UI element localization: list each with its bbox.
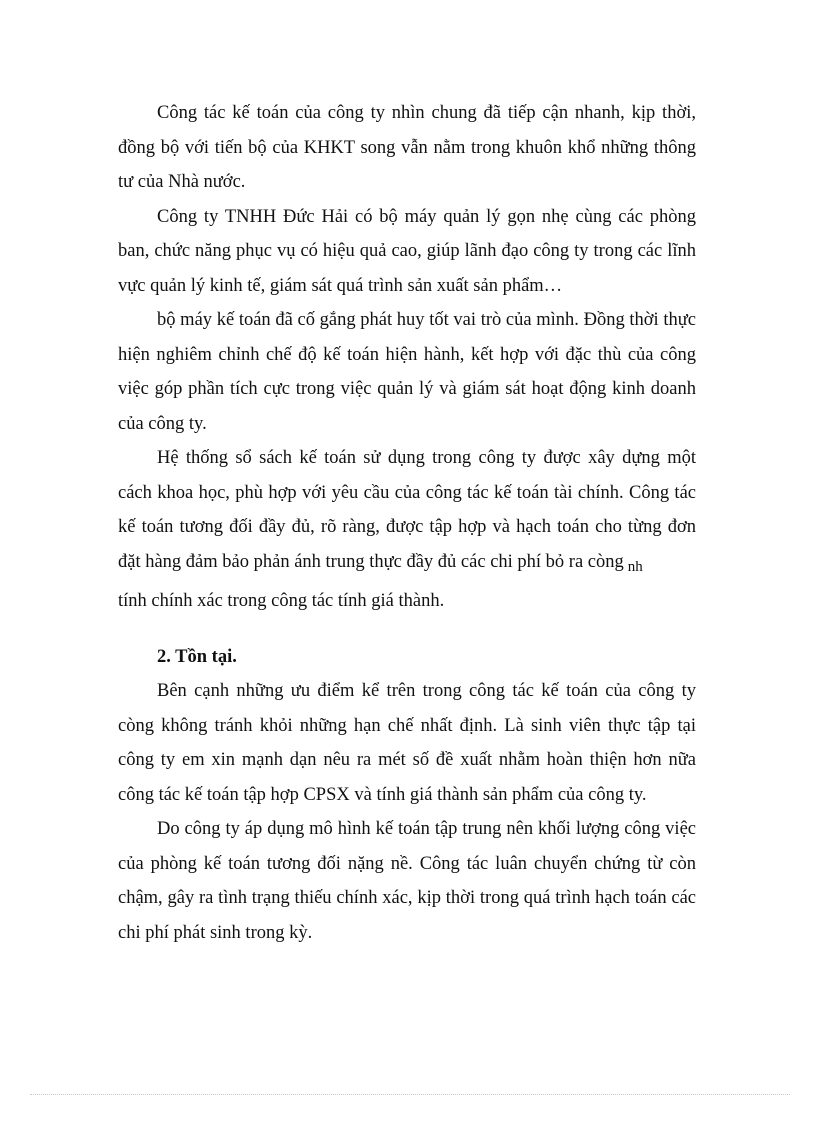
- paragraph-bookkeeping-text: Hệ thống sổ sách kế toán sử dụng trong công ty được xây dựng một cách khoa học, phù hợp với yêu cầu của công tác kế toán tài chính. Công tác kế toán tương đối đầy đủ, rõ ràng, được tập hợp và hạch toán cho từng đơn đặt hàng đảm bảo phản ánh trung thực đầy đủ các chi phí bỏ ra còng: [118, 448, 696, 572]
- paragraph-bookkeeping-system: [118, 441, 696, 584]
- text-fragment: nh: [627, 558, 643, 575]
- document-body: [118, 96, 696, 950]
- page-bottom-divider: [30, 1094, 790, 1095]
- paragraph-company-structure: Công ty TNHH Đức Hải có bộ máy quản lý gọn nhẹ cùng các phòng ban, chức năng phục vụ có hiệu quả cao, giúp lãnh đạo công ty trong các lĩnh vực quản lý kinh tế, giám sát quá trình sản xuất sản phẩm…: [118, 206, 696, 296]
- paragraph-limitations: Bên cạnh những ưu điểm kể trên trong công tác kế toán của công ty còng không tránh khỏi những hạn chế nhất định. Là sinh viên thực tập tại công ty em xin mạnh dạn nêu ra mét số đề xuất nhằm hoàn thiện hơn nữa công tác kế toán tập hợp CPSX và tính giá thành sản phẩm của công ty.: [118, 681, 696, 805]
- paragraph-workload: Do công ty áp dụng mô hình kế toán tập trung nên khối lượng công việc của phòng kế toán tương đối nặng nề. Công tác luân chuyển chứng từ còn chậm, gây ra tình trạng thiếu chính xác, kịp thời trong quá trình hạch toán các chi phí phát sinh trong kỳ.: [118, 819, 696, 943]
- paragraph-bookkeeping-end: tính chính xác trong công tác tính giá thành.: [118, 591, 445, 611]
- paragraph-overview: Công tác kế toán của công ty nhìn chung đã tiếp cận nhanh, kịp thời, đồng bộ với tiến bộ của KHKT song vẫn nằm trong khuôn khổ những thông tư của Nhà nước.: [118, 103, 696, 192]
- section-heading: 2. Tồn tại.: [157, 646, 237, 667]
- paragraph-accounting-team: bộ máy kế toán đã cố gắng phát huy tốt vai trò của mình. Đồng thời thực hiện nghiêm chỉnh chế độ kế toán hiện hành, kết hợp với đặc thù của công việc góp phần tích cực trong việc quản lý và giám sát hoạt động kinh doanh của công ty.: [118, 310, 696, 434]
